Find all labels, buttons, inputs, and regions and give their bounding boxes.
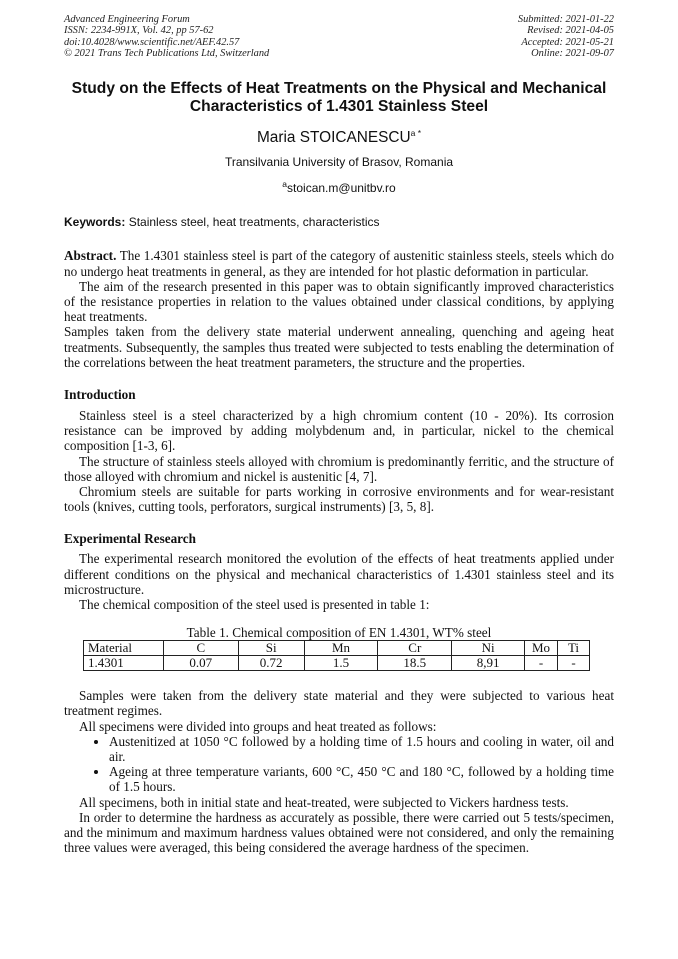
table-cell: - (525, 656, 558, 671)
author-line (64, 124, 614, 147)
affiliation: Transilvania University of Brasov, Romania (224, 155, 454, 170)
table-header-cell: Mn (304, 641, 378, 656)
journal-copyright: © 2021 Trans Tech Publications Ltd, Switzerland (64, 47, 270, 59)
abstract-paragraph-3: Samples taken from the delivery state material underwent annealing, quenching and ageing heat treatments. Subsequently, the samples thus treated were subjected to tests enabling the determination of the correlations between the heat treatment parameters, the structure and the properties. (64, 324, 614, 370)
introduction-paragraph-2: The structure of stainless steels alloyed with chromium is predominantly ferritic, and the structure of those alloyed with chromium and nickel is austenitic [4, 7]. (64, 453, 614, 484)
date-accepted: Accepted: 2021-05-21 (521, 36, 614, 48)
table-caption: Table 1. Chemical composition of EN 1.4301, WT% steel (186, 625, 492, 641)
introduction-paragraph-1: Stainless steel is a steel characterized by a high chromium content (10 - 20%). Its corrosion resistance can be improved by adding molybdenum and, in particular, nickel to the chemical composition [1-3, 6]. (64, 407, 614, 454)
chemical-composition-table (83, 640, 590, 671)
journal-name: Advanced Engineering Forum (64, 14, 190, 25)
date-submitted: Submitted: 2021-01-22 (517, 14, 614, 25)
experimental-paragraph-5: All specimens, both in initial state and heat-treated, were subjected to Vickers hardness tests. (79, 794, 569, 810)
journal-header (64, 14, 614, 59)
table-cell: 0.07 (163, 656, 238, 671)
abstract (64, 248, 614, 370)
table-header-cell: Ti (558, 641, 590, 656)
table-cell: 18.5 (378, 656, 452, 671)
table-cell: - (558, 656, 590, 671)
table-cell: 1.4301 (84, 656, 164, 671)
introduction-heading: Introduction (64, 386, 136, 402)
journal-issn: ISSN: 2234-991X, Vol. 42, pp 57-62 (64, 25, 214, 37)
author-email: stoican.m@unitbv.ro (287, 181, 396, 196)
table-header-row (84, 641, 590, 656)
paper-page (64, 14, 614, 855)
abstract-paragraph-1: Abstract. The 1.4301 stainless steel is part of the category of austenitic stainless steels, steels which do no undergo heat treatments in general, as they are intended for hot plastic deformation in particular. (64, 248, 614, 279)
email-mark: a (282, 179, 288, 190)
list-item: • Austenitized at 1050 °C followed by a holding time of 1.5 hours and cooling in water, oil and air. (109, 734, 614, 764)
introduction-paragraph-3: Chromium steels are suitable for parts working in corrosive environments and for wear-resistant tools (knives, cutting tools, perforators, surgical instruments) [3, 5, 8]. (64, 483, 614, 515)
experimental-paragraph-3: Samples were taken from the delivery state material and they were subjected to various heat treatment regimes. (64, 688, 614, 719)
treatment-list (64, 734, 614, 795)
submission-dates (518, 14, 614, 59)
author-marks: a * (410, 128, 422, 139)
experimental-paragraph-6: In order to determine the hardness as accurately as possible, there were carried out 5 tests/specimen, and the minimum and maximum hardness values obtained were not considered, and only the remaining three values were averaged, this being considered the average hardness of the specimen. (64, 809, 614, 856)
table-header-cell: Si (238, 641, 304, 656)
abstract-label: Abstract. (64, 248, 117, 264)
abstract-paragraph-2: The aim of the research presented in this paper was to obtain significantly improved characteristics of the resistance properties in relation to the values obtained under classical conditions, by applying heat treatments. (64, 278, 614, 325)
date-online: Online: 2021-09-07 (531, 47, 614, 59)
table-cell: 1.5 (304, 656, 378, 671)
table-header-cell: C (163, 641, 238, 656)
experimental-paragraph-4: All specimens were divided into groups and heat treated as follows: (79, 718, 437, 734)
table-cell: 8,91 (452, 656, 525, 671)
journal-doi: doi:10.4028/www.scientific.net/AEF.42.57 (64, 36, 240, 48)
keywords-text: Stainless steel, heat treatments, characteristics (128, 215, 380, 230)
list-item: • Ageing at three temperature variants, 600 °C, 450 °C and 180 °C, followed by a holding time of 1.5 hours. (109, 764, 614, 794)
experimental-paragraph-1: The experimental research monitored the evolution of the effects of heat treatments applied under different conditions on the physical and mechanical characteristics of 1.4301 stainless steel and its microstructure. (64, 551, 614, 597)
keywords (64, 215, 614, 229)
date-revised: Revised: 2021-04-05 (527, 25, 614, 37)
table-row (84, 656, 590, 671)
experimental-paragraph-2: The chemical composition of the steel used is presented in table 1: (79, 596, 430, 612)
table-header-cell: Mo (525, 641, 558, 656)
author-name: Maria STOICANESCU (256, 129, 411, 147)
table-header-cell: Material (84, 641, 164, 656)
journal-info (64, 14, 269, 59)
paper-title: Study on the Effects of Heat Treatments on the Physical and Mechanical Characteristics of 1.4301 Stainless Steel (71, 80, 607, 116)
table-header-cell: Ni (452, 641, 525, 656)
table-header-cell: Cr (378, 641, 452, 656)
table-cell: 0.72 (238, 656, 304, 671)
experimental-heading: Experimental Research (64, 531, 196, 547)
keywords-label: Keywords: (64, 215, 126, 230)
email-line (64, 177, 614, 195)
